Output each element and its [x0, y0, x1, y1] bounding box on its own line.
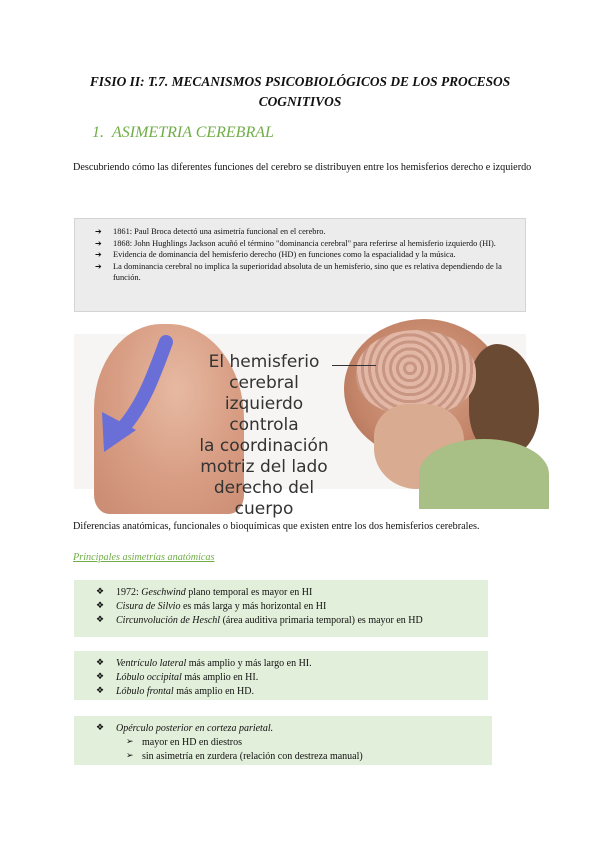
section-label: ASIMETRIA CEREBRAL [112, 124, 274, 141]
arrowhead-bullet-icon: ➢ [126, 750, 134, 761]
diamond-bullet-icon: ❖ [96, 614, 105, 625]
intro-paragraph: Descubriendo cómo las diferentes funciones del cerebro se distribuyen entre los hemisferios derecho e izquierdo [73, 162, 532, 173]
list-item: ➔ 1861: Paul Broca detectó una asimetría funcional en el cerebro. [95, 227, 326, 236]
anatomy-box-2 [74, 651, 488, 700]
history-box [74, 218, 526, 312]
sub-list-item: ➢ mayor en HD en diestros [126, 736, 242, 748]
list-item: ❖ Ventrículo lateral más amplio y más largo en HI. [96, 658, 312, 669]
arrow-right-icon: ➔ [95, 250, 102, 260]
sub-list-item: ➢ sin asimetría en zurdera (relación con destreza manual) [126, 750, 363, 762]
list-item: ❖ 1972: Geschwind plano temporal es mayor en HI [96, 587, 313, 598]
diamond-bullet-icon: ❖ [96, 587, 105, 597]
list-item: ❖ Circunvolución de Heschl (área auditiva primaria temporal) es mayor en HD [96, 614, 423, 626]
arrow-right-icon: ➔ [95, 227, 102, 236]
list-item: ❖ Opérculo posterior en corteza parietal. [96, 723, 274, 734]
section-heading [92, 124, 274, 142]
differences-paragraph: Diferencias anatómicas, funcionales o bioquímicas que existen entre los dos hemisferios cerebrales. [73, 521, 480, 532]
anatomy-box-3 [74, 716, 492, 765]
section-number: 1. [92, 124, 104, 141]
arrowhead-bullet-icon: ➢ [126, 736, 134, 747]
arrow-right-icon: ➔ [95, 261, 102, 271]
list-item: ❖ Cisura de Silvio es más larga y más horizontal en HI [96, 600, 327, 612]
document-title: FISIO II: T.7. MECANISMOS PSICOBIOLÓGICOS DE LOS PROCESOS COGNITIVOS [89, 74, 511, 109]
list-item: ❖ Lóbulo occipital más amplio en HI. [96, 671, 259, 683]
list-item: ❖ Lóbulo frontal más amplio en HD. [96, 685, 254, 697]
shirt-illustration [419, 439, 549, 509]
anatomy-box-1 [74, 580, 488, 637]
list-item: ➔ La dominancia cerebral no implica la superioridad absoluta de un hemisferio, sino que es relativa dependiendo de la función. [95, 261, 502, 283]
diamond-bullet-icon: ❖ [96, 671, 105, 682]
subheading-link[interactable]: Principales asimetrías anatómicas [73, 552, 215, 563]
hair-illustration [469, 344, 539, 454]
diamond-bullet-icon: ❖ [96, 723, 105, 733]
diamond-bullet-icon: ❖ [96, 685, 105, 696]
list-item: ➔ Evidencia de dominancia del hemisferio derecho (HD) en funciones como la espacialidad y la música. [95, 250, 456, 260]
arrow-right-icon: ➔ [95, 238, 102, 248]
brain-hemisphere-illustration [74, 334, 526, 519]
list-item: ➔ 1868: John Hughlings Jackson acuñó el término "dominancia cerebral" para referirse al hemisferio izquierdo (HI). [95, 238, 496, 248]
brain-illustration [356, 330, 476, 415]
image-caption: El hemisferio cerebral izquierdo controla la coordinación motriz del lado derecho del cuerpo [199, 352, 329, 519]
diamond-bullet-icon: ❖ [96, 658, 105, 668]
diamond-bullet-icon: ❖ [96, 600, 105, 611]
